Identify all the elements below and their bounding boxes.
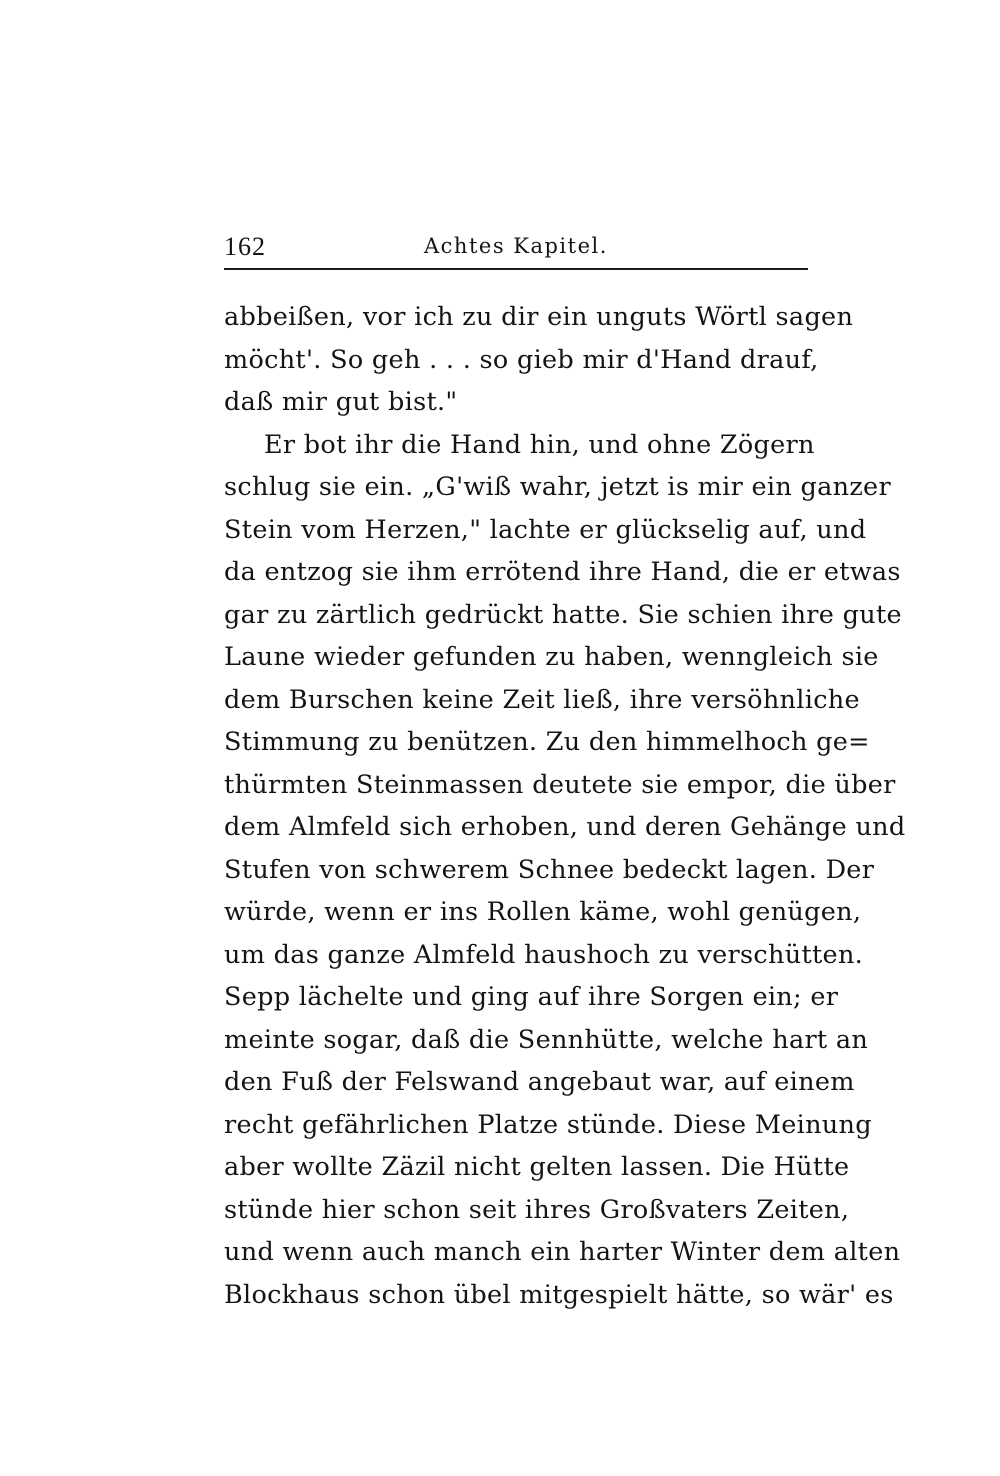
text-line: Stein vom Herzen," lachte er glückselig auf, und <box>224 514 867 545</box>
text-line: dem Almfeld sich erhoben, und deren Gehänge und <box>224 812 906 842</box>
text-line: und wenn auch manch ein harter Winter dem alten <box>224 1237 901 1267</box>
text-line: gar zu zärtlich gedrückt hatte. Sie schien ihre gute <box>224 599 902 630</box>
text-line: recht gefährlichen Platze stünde. Diese Meinung <box>224 1109 872 1140</box>
text-line: da entzog sie ihm errötend ihre Hand, die er etwas <box>224 557 901 587</box>
running-head <box>224 228 808 268</box>
text-line: stünde hier schon seit ihres Großvaters Zeiten, <box>224 1194 850 1225</box>
text-line: dem Burschen keine Zeit ließ, ihre versöhnliche <box>224 684 860 715</box>
body-text <box>224 296 906 1316</box>
text-line: thürmten Steinmassen deutete sie empor, die über <box>224 769 896 800</box>
text-line: daß mir gut bist." <box>224 387 458 417</box>
text-line: Er bot ihr die Hand hin, und ohne Zögern <box>264 429 815 460</box>
text-line: schlug sie ein. „G'wiß wahr, jetzt is mir ein ganzer <box>224 472 891 502</box>
text-line: Laune wieder gefunden zu haben, wenngleich sie <box>224 642 879 672</box>
text-line: meinte sogar, daß die Sennhütte, welche hart an <box>224 1024 869 1055</box>
text-line: um das ganze Almfeld haushoch zu verschütten. <box>224 939 864 970</box>
text-line: den Fuß der Felswand angebaut war, auf einem <box>224 1067 855 1097</box>
page-number: 162 <box>224 232 266 261</box>
text-line: möcht'. So geh . . . so gieb mir d'Hand drauf, <box>224 344 819 375</box>
chapter-title: Achtes Kapitel. <box>424 234 608 258</box>
text-line: Blockhaus schon übel mitgespielt hätte, so wär' es <box>224 1279 894 1310</box>
text-line: abbeißen, vor ich zu dir ein unguts Wörtl sagen <box>224 302 854 332</box>
header-rule <box>224 268 808 270</box>
text-line: Stufen von schwerem Schnee bedeckt lagen. Der <box>224 854 875 885</box>
text-line: Stimmung zu benützen. Zu den himmelhoch ge= <box>224 727 870 757</box>
text-line: Sepp lächelte und ging auf ihre Sorgen ein; er <box>224 982 839 1012</box>
text-line: würde, wenn er ins Rollen käme, wohl genügen, <box>224 897 862 927</box>
text-line: aber wollte Zäzil nicht gelten lassen. Die Hütte <box>224 1152 850 1182</box>
